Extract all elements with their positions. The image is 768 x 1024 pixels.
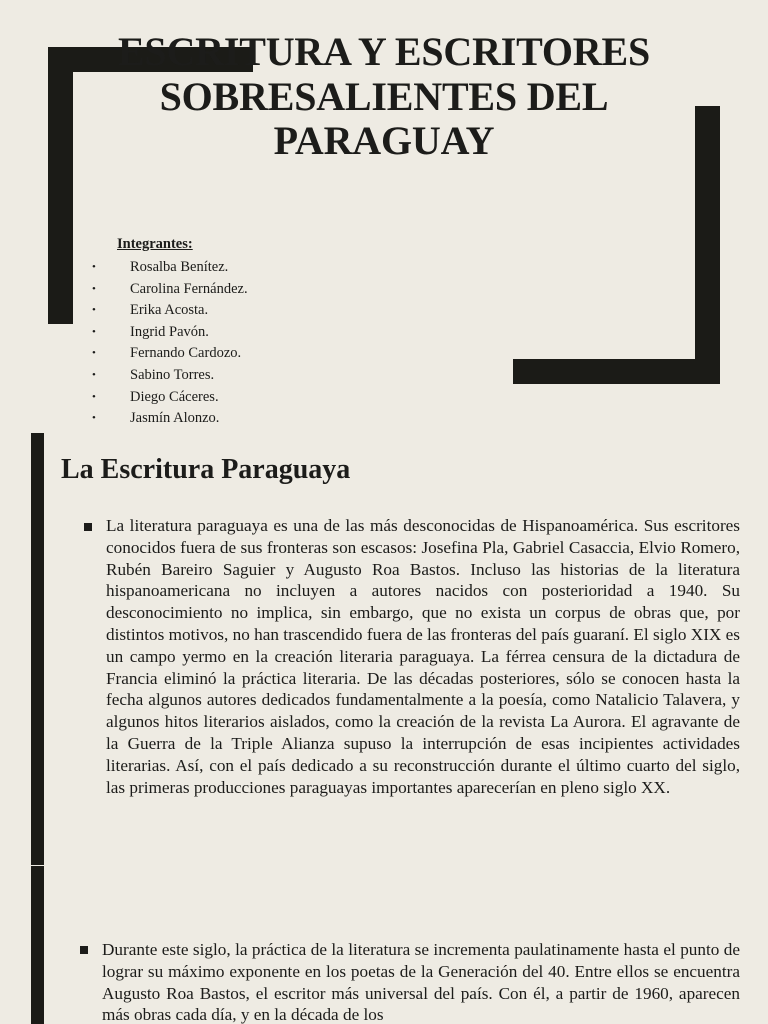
content-slide-continued <box>0 865 768 1024</box>
member-item <box>92 408 248 430</box>
member-name: Rosalba Benítez. <box>130 259 229 275</box>
frame-bar-bottom-right-vertical <box>695 106 720 384</box>
members-heading: Integrantes: <box>117 236 193 252</box>
frame-bar-bottom-right-horizontal <box>513 359 720 384</box>
member-item <box>92 257 248 279</box>
bullet-icon: • <box>92 390 96 403</box>
bullet-icon: • <box>92 304 96 317</box>
member-item <box>92 365 248 387</box>
bullet-icon: • <box>92 412 96 425</box>
members-list <box>92 257 248 430</box>
left-accent-bar <box>31 866 44 1024</box>
member-name: Jasmín Alonzo. <box>130 410 220 427</box>
square-bullet-icon <box>84 523 92 531</box>
member-name: Diego Cáceres. <box>130 388 219 405</box>
body-paragraph: La literatura paraguaya es una de las más desconocidas de Hispanoamérica. Sus escritores conocidos fuera de sus fronteras son escasos: Josefina Pla, Gabriel Casaccia, Elvio Romero, Rubén Bareiro Saguier y Augusto Roa Bastos. Incluso las historias de la literatura hispanoamericana no incluyen a autores nacidos con posterioridad a 1940. Su desconocimiento no implica, sin embargo, que no exista un corpus de obras que, por distintos motivos, no han trascendido fuera de las fronteras del país guaraní. El siglo XIX es un campo yermo en la creación literaria paraguaya. La férrea censura de la dictadura de Francia eliminó la práctica literaria. De las décadas posteriores, sólo se conocen hasta la fecha algunos autores dedicados fundamentalmente a la poesía, como Natalicio Talavera, y algunos hitos literarios aislados, como la creación de la revista La Aurora. El agravante de la Guerra de la Triple Alianza supuso la interrupción de esas incipientes actividades literarias. Así, con el país dedicado a su reconstrucción durante el último cuarto del siglo, las primeras producciones paraguayas importantes aparecerían en pleno siglo XX. <box>106 516 740 797</box>
member-item <box>92 300 248 322</box>
square-bullet-icon <box>80 946 88 954</box>
member-name: Ingrid Pavón. <box>130 323 209 340</box>
title-slide <box>0 0 768 432</box>
frame-bar-top-left-vertical <box>48 47 73 324</box>
section-title: La Escritura Paraguaya <box>61 454 351 485</box>
bullet-icon: • <box>92 368 96 381</box>
content-slide <box>0 432 768 865</box>
bullet-icon: • <box>92 347 96 360</box>
body-paragraph: Durante este siglo, la práctica de la literatura se incrementa paulatinamente hasta el punto de lograr su máximo exponente en los poetas de la Generación del 40. Entre ellos se encuentra Augusto Roa Bastos, el escritor más universal del país. Con él, a partir de 1960, aparecen más obras cada día, y en la década de los <box>102 940 740 1024</box>
member-item <box>92 322 248 344</box>
member-name: Sabino Torres. <box>130 366 215 383</box>
member-name: Erika Acosta. <box>130 302 209 319</box>
bullet-icon: • <box>92 325 96 338</box>
bullet-icon: • <box>92 282 96 295</box>
bullet-icon: • <box>92 261 96 273</box>
left-accent-bar <box>31 433 44 865</box>
member-name: Fernando Cardozo. <box>130 345 242 362</box>
member-name: Carolina Fernández. <box>130 280 248 297</box>
member-item <box>92 387 248 409</box>
member-item <box>92 279 248 301</box>
member-item <box>92 343 248 365</box>
presentation-title: ESCRITURA Y ESCRITORES SOBRESALIENTES DEL PARAGUAY <box>117 29 651 163</box>
